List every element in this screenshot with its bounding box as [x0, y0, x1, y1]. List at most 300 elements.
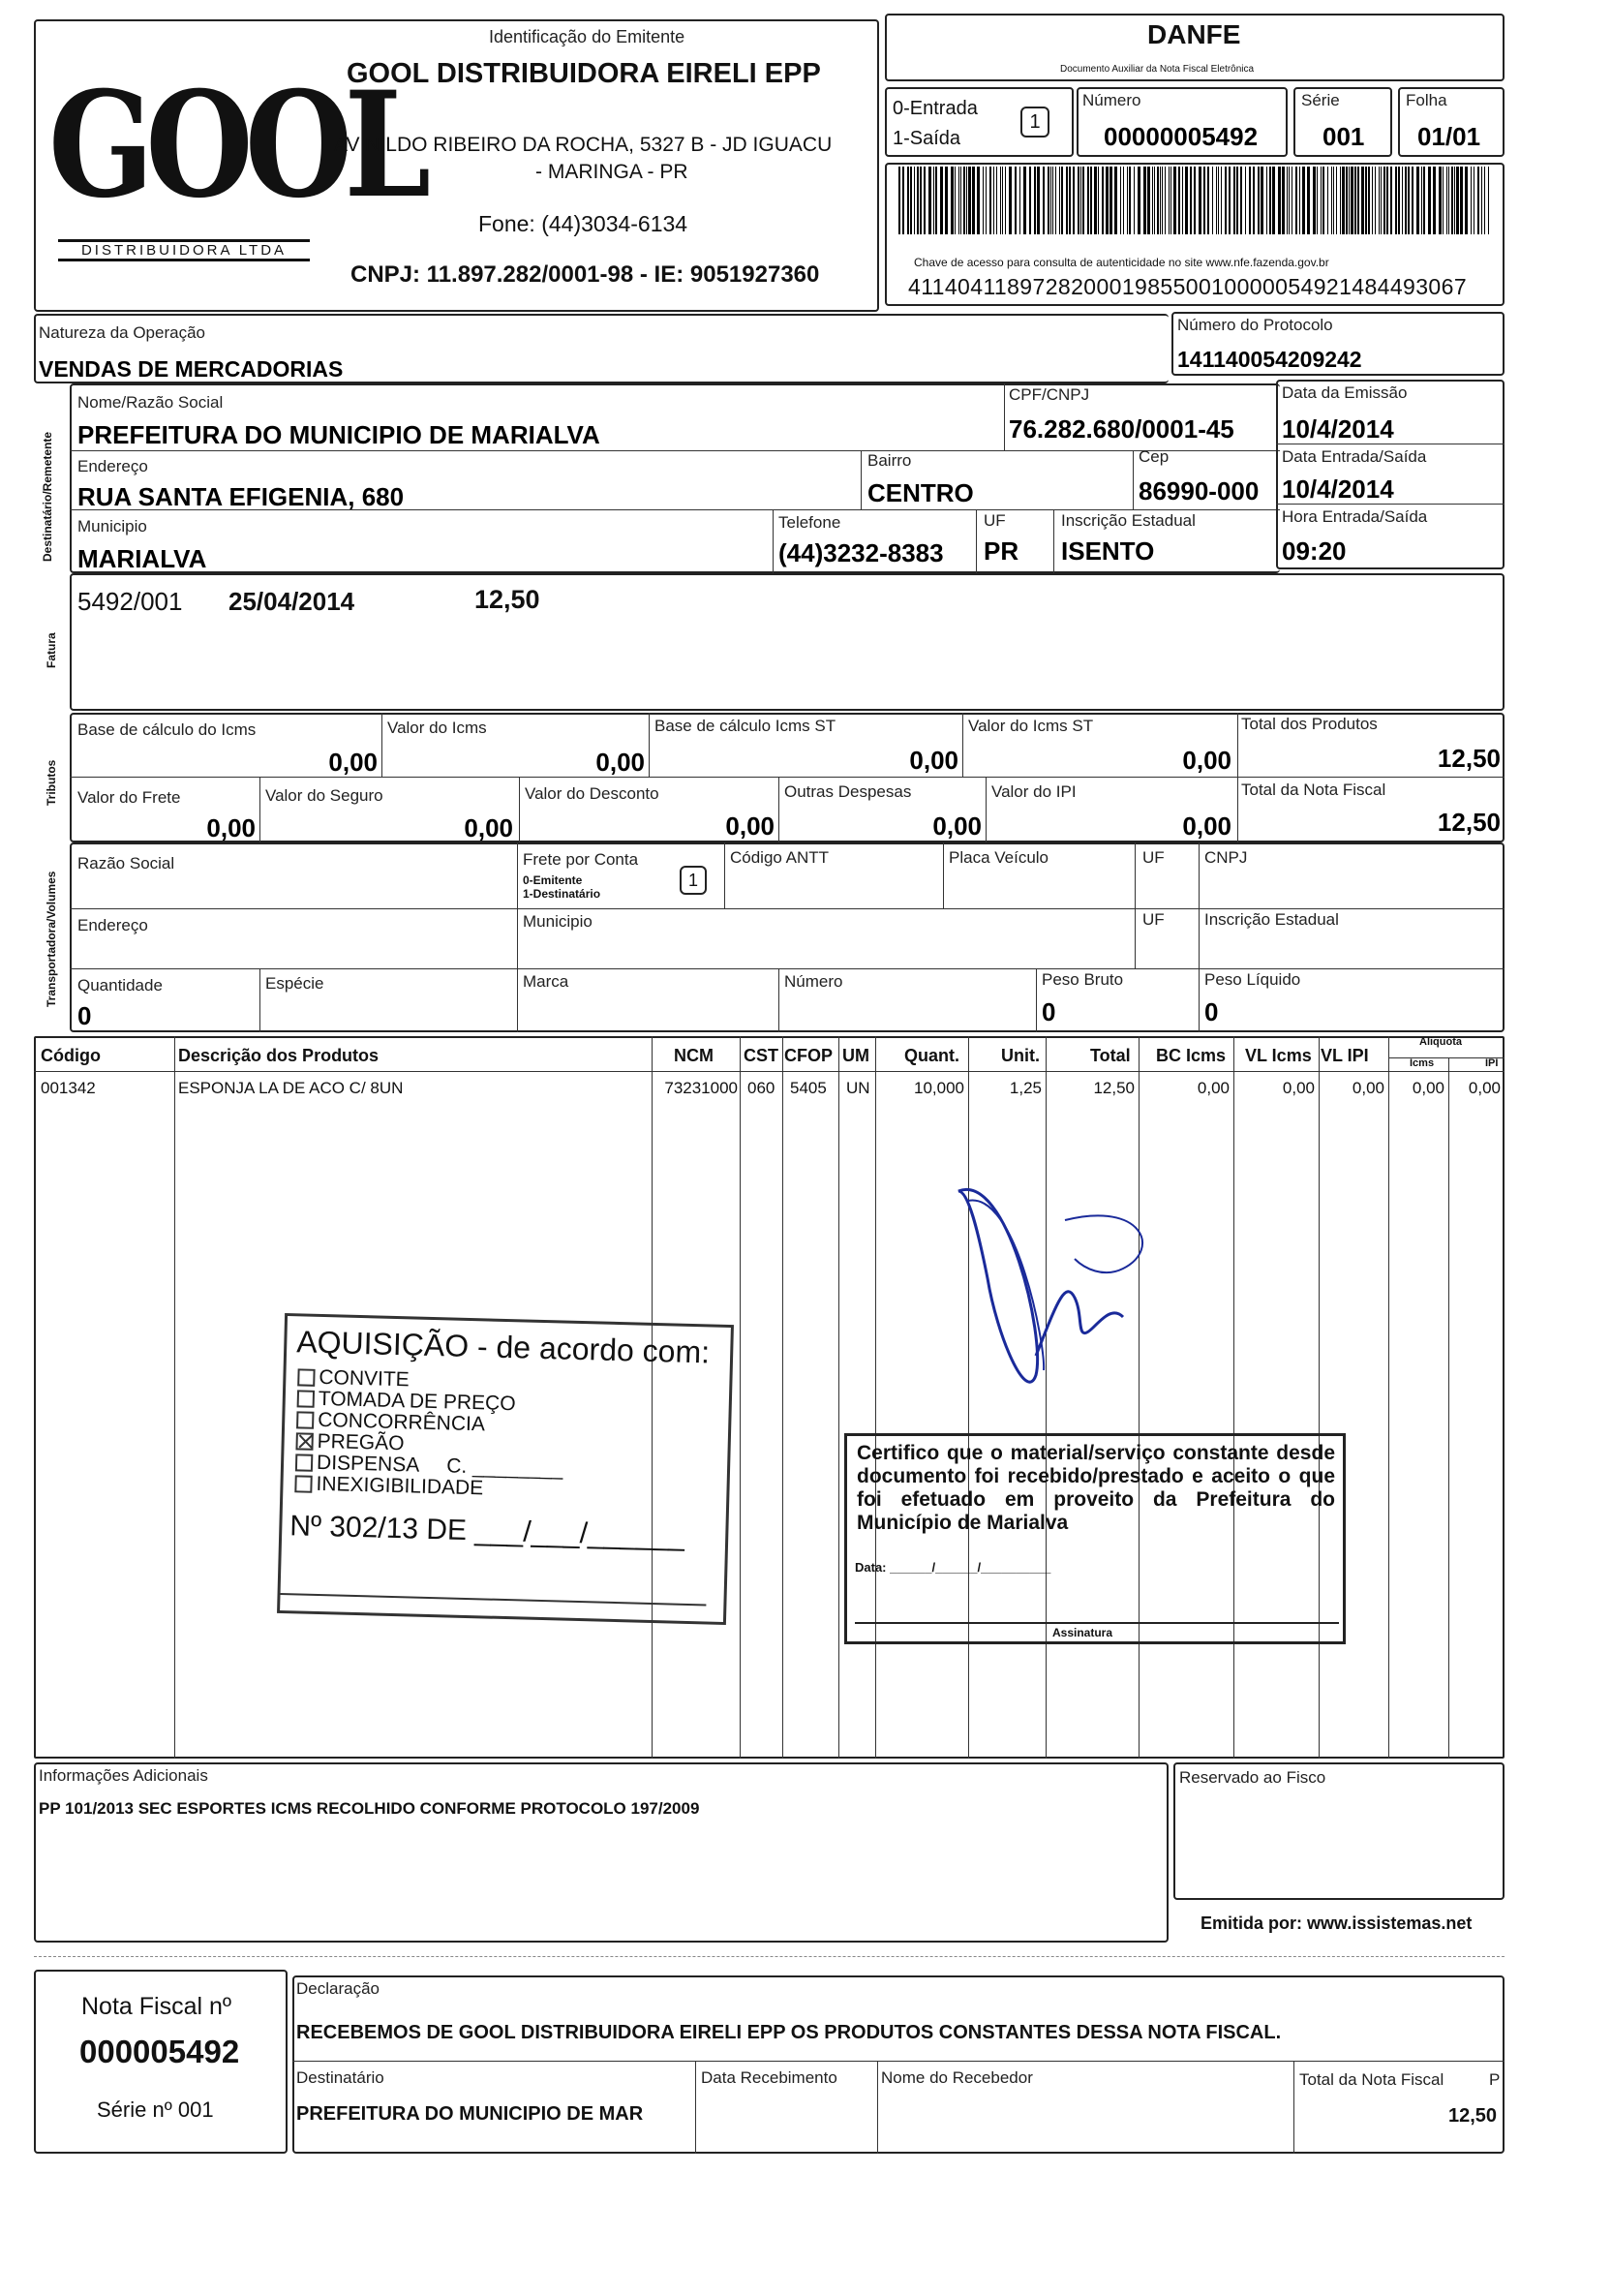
- barcode-bar: [1059, 167, 1060, 234]
- barcode-bar: [960, 167, 961, 234]
- barcode-bar: [1313, 167, 1316, 234]
- barcode-bar: [1157, 167, 1159, 234]
- barcode-bar: [1069, 167, 1071, 234]
- total-prod-label: Total dos Produtos: [1241, 715, 1378, 733]
- frete-value: 0,00: [206, 813, 256, 842]
- barcode-bar: [1152, 167, 1153, 234]
- cell-aliq-icms: 0,00: [1412, 1079, 1444, 1097]
- barcode-bar: [1078, 167, 1079, 234]
- v-icms-value: 0,00: [595, 748, 645, 777]
- dest-telefone-label: Telefone: [778, 513, 841, 532]
- barcode-bar: [1302, 167, 1305, 234]
- cell-descricao: ESPONJA LA DE ACO C/ 8UN: [178, 1079, 404, 1097]
- barcode-bar: [920, 167, 922, 234]
- transp-frete-label: Frete por Conta: [523, 850, 639, 869]
- barcode-bar: [1446, 167, 1447, 234]
- barcode-bar: [940, 167, 943, 234]
- barcode-bar: [1055, 167, 1056, 234]
- v-icms-label: Valor do Icms: [387, 719, 487, 737]
- barcode-bar: [951, 167, 954, 234]
- chave-value: 41140411897282000198550010000054921484493067: [908, 274, 1468, 299]
- dest-endereco-label: Endereço: [77, 457, 148, 475]
- transp-antt-label: Código ANTT: [730, 848, 830, 867]
- outras-label: Outras Despesas: [784, 782, 912, 801]
- barcode-bar: [1443, 167, 1444, 234]
- barcode-bar: [1240, 167, 1242, 234]
- barcode-bar: [1477, 167, 1479, 234]
- canhoto-decl-box: [292, 1975, 1505, 2154]
- tributos-side-label: Tributos: [45, 759, 58, 806]
- barcode-bar: [1451, 167, 1453, 234]
- protocolo-value: 141140054209242: [1177, 347, 1362, 372]
- barcode-bar: [1481, 167, 1482, 234]
- barcode-bar: [1327, 167, 1328, 234]
- barcode-bar: [958, 167, 959, 234]
- barcode-bar: [1349, 167, 1350, 234]
- barcode-bar: [1346, 167, 1348, 234]
- barcode-bar: [1375, 167, 1376, 234]
- barcode-bar: [1408, 167, 1410, 234]
- dest-nome-value: PREFEITURA DO MUNICIPIO DE MARIALVA: [77, 420, 600, 449]
- barcode-bar: [1282, 167, 1285, 234]
- canhoto-total-p: P: [1489, 2070, 1501, 2089]
- transp-municipio-label: Municipio: [523, 912, 593, 931]
- cell-vl-ipi: 0,00: [1352, 1079, 1384, 1097]
- barcode-bar: [1342, 167, 1345, 234]
- transp-peso-bruto-label: Peso Bruto: [1042, 970, 1124, 989]
- transp-frete-value: 1: [680, 866, 707, 895]
- transp-peso-bruto-value: 0: [1042, 997, 1056, 1026]
- cell-bc-icms: 0,00: [1197, 1079, 1230, 1097]
- barcode-bar: [1253, 167, 1255, 234]
- canhoto-nf-num: 000005492: [79, 2034, 240, 2069]
- cell-unit: 1,25: [1009, 1079, 1042, 1097]
- barcode-bar: [996, 167, 997, 234]
- dest-municipio-label: Municipio: [77, 517, 147, 536]
- numero-label: Número: [1082, 91, 1141, 109]
- barcode-bar: [1245, 167, 1246, 234]
- dest-hora-value: 09:20: [1282, 536, 1347, 566]
- barcode-bar: [1073, 167, 1075, 234]
- bc-icms-value: 0,00: [328, 748, 378, 777]
- barcode-bar: [1169, 167, 1170, 234]
- stamp-numero: Nº 302/13 DE ___/___/______: [289, 1510, 685, 1552]
- barcode-bar: [1127, 167, 1128, 234]
- desconto-value: 0,00: [725, 811, 775, 841]
- stamp-opt-tomada: TOMADA DE PREÇO: [297, 1388, 565, 1416]
- barcode-bar: [1368, 167, 1370, 234]
- folha-label: Folha: [1406, 91, 1447, 109]
- barcode-bar: [977, 167, 980, 234]
- barcode-bar: [1190, 167, 1192, 234]
- col-aliquota: Aliquota: [1419, 1036, 1462, 1048]
- barcode-bar: [1098, 167, 1099, 234]
- cell-codigo: 001342: [41, 1079, 96, 1097]
- barcode-bar: [1162, 167, 1163, 234]
- barcode-bar: [986, 167, 987, 234]
- canhoto-serie: Série nº 001: [97, 2097, 214, 2122]
- adicionais-box: [34, 1762, 1169, 1943]
- barcode-bar: [1173, 167, 1176, 234]
- serie-label: Série: [1301, 91, 1340, 109]
- stamp-opt-pregao: PREGÃO: [295, 1430, 563, 1458]
- fisco-label: Reservado ao Fisco: [1179, 1768, 1326, 1787]
- canhoto-nf-label: Nota Fiscal nº: [81, 1993, 232, 2020]
- barcode-bar: [1439, 167, 1442, 234]
- transporte-side-label: Transportadora/Volumes: [45, 871, 58, 1007]
- barcode-bar: [1289, 167, 1290, 234]
- emitente-caption: Identificação do Emitente: [489, 27, 685, 46]
- transp-ie-label: Inscrição Estadual: [1204, 910, 1339, 929]
- natureza-label: Natureza da Operação: [39, 323, 205, 342]
- barcode-bar: [1412, 167, 1413, 234]
- cell-ncm: 73231000: [664, 1079, 738, 1097]
- company-name: GOOL DISTRIBUIDORA EIRELI EPP: [347, 58, 821, 89]
- transp-placa-label: Placa Veículo: [949, 848, 1049, 867]
- bc-icms-label: Base de cálculo do Icms: [77, 720, 257, 739]
- adicionais-text: PP 101/2013 SEC ESPORTES ICMS RECOLHIDO CONFORME PROTOCOLO 197/2009: [39, 1799, 700, 1818]
- transp-frete-opt1: 1-Destinatário: [523, 887, 601, 901]
- barcode-bar: [1405, 167, 1407, 234]
- transp-endereco-label: Endereço: [77, 916, 148, 934]
- serie-value: 001: [1322, 122, 1365, 151]
- stamp-opt-concorrencia: CONCORRÊNCIA: [296, 1409, 564, 1437]
- tipo-value: 1: [1020, 107, 1049, 138]
- barcode-bar: [1129, 167, 1131, 234]
- dest-uf-label: UF: [984, 511, 1006, 530]
- handwritten-signature: [929, 1162, 1191, 1414]
- desconto-label: Valor do Desconto: [525, 784, 659, 803]
- barcode-bar: [1061, 167, 1063, 234]
- dest-hora-label: Hora Entrada/Saída: [1282, 507, 1428, 526]
- checked-box-icon: [295, 1433, 313, 1451]
- col-descricao: Descrição dos Produtos: [178, 1046, 380, 1065]
- barcode-bar: [1194, 167, 1196, 234]
- barcode-bar: [1109, 167, 1112, 234]
- transp-peso-liq-label: Peso Líquido: [1204, 970, 1301, 989]
- barcode-bar: [955, 167, 956, 234]
- barcode-bar: [907, 167, 909, 234]
- barcode-bar: [1416, 167, 1419, 234]
- barcode-bar: [1182, 167, 1183, 234]
- adicionais-label: Informações Adicionais: [39, 1766, 208, 1785]
- barcode-bar: [1317, 167, 1318, 234]
- company-address-2: - MARINGA - PR: [535, 161, 688, 183]
- transporte-box: [70, 842, 1505, 1032]
- barcode-bar: [1170, 167, 1171, 234]
- certificado-data: Data: ______/______/__________: [855, 1560, 1051, 1575]
- barcode-bar: [1185, 167, 1188, 234]
- dest-entrada-value: 10/4/2014: [1282, 475, 1394, 504]
- canhoto-total-label: Total da Nota Fiscal: [1299, 2070, 1444, 2089]
- stamp-opt-inexigibilidade: INEXIGIBILIDADE: [294, 1473, 562, 1501]
- transp-uf2-label: UF: [1142, 910, 1165, 929]
- transp-qtd-value: 0: [77, 1001, 92, 1030]
- logo-sub: DISTRIBUIDORA LTDA: [58, 239, 310, 261]
- dest-bairro-label: Bairro: [867, 451, 912, 470]
- barcode-bar: [1340, 167, 1341, 234]
- barcode-bar: [1080, 167, 1081, 234]
- canhoto-declaracao: RECEBEMOS DE GOOL DISTRIBUIDORA EIRELI EPP OS PRODUTOS CONSTANTES DESSA NOTA FISCAL.: [296, 2022, 1282, 2043]
- barcode-bar: [1398, 167, 1400, 234]
- protocolo-label: Número do Protocolo: [1177, 316, 1333, 334]
- col-total: Total: [1090, 1046, 1131, 1065]
- barcode-bar: [966, 167, 967, 234]
- dest-ie-value: ISENTO: [1061, 536, 1155, 566]
- certificado-box: [844, 1433, 1346, 1644]
- barcode-bar: [1094, 167, 1097, 234]
- barcode-bar: [983, 167, 984, 234]
- dest-entrada-label: Data Entrada/Saída: [1282, 447, 1427, 466]
- dest-endereco-value: RUA SANTA EFIGENIA, 680: [77, 482, 405, 511]
- barcode-bar: [1066, 167, 1068, 234]
- canhoto-nome-label: Nome do Recebedor: [881, 2068, 1033, 2087]
- transp-marca-label: Marca: [523, 972, 569, 991]
- cell-vl-icms: 0,00: [1282, 1079, 1315, 1097]
- barcode-bar: [1090, 167, 1092, 234]
- v-st-value: 0,00: [1182, 746, 1231, 775]
- barcode-bar: [1225, 167, 1227, 234]
- barcode-bar: [1372, 167, 1373, 234]
- barcode-bar: [1428, 167, 1431, 234]
- fatura-valor: 12,50: [474, 585, 540, 614]
- barcode-bar: [1299, 167, 1300, 234]
- ipi-value: 0,00: [1182, 811, 1231, 841]
- barcode-bar: [1199, 167, 1201, 234]
- total-nf-value: 12,50: [1437, 808, 1501, 837]
- barcode-bar: [1322, 167, 1324, 234]
- barcode-bar: [898, 167, 900, 234]
- dest-cpf-label: CPF/CNPJ: [1009, 385, 1090, 404]
- barcode-bar: [1009, 167, 1012, 234]
- barcode-bar: [1160, 167, 1161, 234]
- dest-cpf-value: 76.282.680/0001-45: [1009, 414, 1234, 444]
- company-phone: Fone: (44)3034-6134: [478, 211, 688, 236]
- cell-total: 12,50: [1093, 1079, 1135, 1097]
- barcode-bar: [1000, 167, 1001, 234]
- barcode-bar: [1357, 167, 1359, 234]
- transp-frete-opt0: 0-Emitente: [523, 873, 583, 887]
- fatura-numero: 5492/001: [77, 587, 183, 616]
- barcode-bar: [1421, 167, 1422, 234]
- barcode-bar: [1266, 167, 1267, 234]
- barcode-bar: [1134, 167, 1135, 234]
- barcode-bar: [1029, 167, 1031, 234]
- barcode-bar: [1361, 167, 1364, 234]
- danfe-title: DANFE: [1147, 19, 1241, 49]
- chave-caption: Chave de acesso para consulta de autenticidade no site www.nfe.fazenda.gov.br: [914, 256, 1329, 269]
- barcode-bar: [1333, 167, 1334, 234]
- canhoto-dest: PREFEITURA DO MUNICIPIO DE MAR: [296, 2103, 644, 2125]
- emitida-por: Emitida por: www.issistemas.net: [1201, 1913, 1473, 1933]
- dest-nome-label: Nome/Razão Social: [77, 393, 224, 412]
- barcode-bar: [1165, 167, 1166, 234]
- barcode-bar: [1154, 167, 1155, 234]
- barcode-bar: [1052, 167, 1053, 234]
- transp-peso-liq-value: 0: [1204, 997, 1219, 1026]
- barcode-bar: [1307, 167, 1310, 234]
- produtos-box: [34, 1036, 1505, 1759]
- stamp-opt-convite: CONVITE: [297, 1366, 565, 1394]
- barcode-bar: [1460, 167, 1463, 234]
- col-ncm: NCM: [674, 1046, 714, 1065]
- company-logo: [48, 58, 423, 271]
- barcode-bar: [1212, 167, 1213, 234]
- barcode-bar: [1381, 167, 1382, 234]
- barcode-bar: [1034, 167, 1036, 234]
- barcode-bar: [1395, 167, 1397, 234]
- certificado-text: Certifico que o material/serviço constante desde documento foi recebido/prestado e aceito o que foi efetuado em proveito da Prefeitura do Município de Marialva: [857, 1442, 1335, 1534]
- company-cnpj: CNPJ: 11.897.282/0001-98 - IE: 9051927360: [350, 261, 820, 288]
- fatura-side-label: Fatura: [45, 632, 58, 668]
- cell-aliq-ipi: 0,00: [1468, 1079, 1501, 1097]
- barcode-bar: [1087, 167, 1089, 234]
- col-vl-icms: VL Icms: [1245, 1046, 1312, 1065]
- seguro-value: 0,00: [464, 813, 513, 842]
- barcode-bar: [1216, 167, 1217, 234]
- dest-ie-label: Inscrição Estadual: [1061, 511, 1196, 530]
- barcode-bar: [1261, 167, 1263, 234]
- barcode-bar: [993, 167, 994, 234]
- numero-value: 00000005492: [1104, 122, 1259, 151]
- total-prod-value: 12,50: [1437, 744, 1501, 773]
- barcode-bar: [1321, 167, 1322, 234]
- barcode-bar: [1351, 167, 1353, 234]
- barcode-bar: [1423, 167, 1425, 234]
- bc-st-value: 0,00: [909, 746, 958, 775]
- barcode-bar: [902, 167, 904, 234]
- barcode-bar: [1203, 167, 1205, 234]
- barcode-bar: [1050, 167, 1051, 234]
- barcode-bar: [963, 167, 965, 234]
- barcode-bar: [1484, 167, 1485, 234]
- col-cst: CST: [744, 1046, 778, 1065]
- v-st-label: Valor do Icms ST: [968, 717, 1094, 735]
- barcode-bar: [1138, 167, 1140, 234]
- ipi-label: Valor do IPI: [991, 782, 1077, 801]
- dest-emissao-label: Data da Emissão: [1282, 383, 1408, 402]
- barcode-bar: [1207, 167, 1209, 234]
- certificado-assinatura: Assinatura: [1052, 1626, 1113, 1639]
- barcode-bar: [1178, 167, 1180, 234]
- barcode-bar: [1295, 167, 1297, 234]
- barcode-bar: [1448, 167, 1449, 234]
- barcode-bar: [1037, 167, 1040, 234]
- barcode-bar: [1278, 167, 1281, 234]
- barcode-bar: [1120, 167, 1121, 234]
- barcode-bar: [1236, 167, 1238, 234]
- barcode-bar: [1123, 167, 1124, 234]
- frete-label: Valor do Frete: [77, 788, 181, 807]
- col-aliq-icms: Icms: [1410, 1057, 1435, 1069]
- barcode-bar: [1106, 167, 1109, 234]
- stamp-options: [294, 1366, 565, 1501]
- barcode-bar: [910, 167, 912, 234]
- col-quant: Quant.: [904, 1046, 959, 1065]
- barcode-bar: [917, 167, 919, 234]
- barcode-bar: [1023, 167, 1026, 234]
- barcode-bar: [1269, 167, 1271, 234]
- barcode-bar: [1015, 167, 1017, 234]
- barcode-bar: [1386, 167, 1388, 234]
- dest-municipio-value: MARIALVA: [77, 544, 207, 573]
- aquisicao-stamp: [277, 1313, 734, 1625]
- barcode-bar: [1082, 167, 1084, 234]
- barcode-bar: [968, 167, 971, 234]
- barcode-bar: [1331, 167, 1332, 234]
- natureza-value: VENDAS DE MERCADORIAS: [39, 356, 344, 382]
- barcode-bar: [1402, 167, 1403, 234]
- fatura-vencimento: 25/04/2014: [228, 587, 355, 616]
- barcode-bar: [1272, 167, 1275, 234]
- barcode-bar: [1471, 167, 1472, 234]
- barcode-bar: [1147, 167, 1150, 234]
- barcode-bar: [1258, 167, 1260, 234]
- canhoto-data-label: Data Recebimento: [701, 2068, 837, 2087]
- barcode-bar: [989, 167, 991, 234]
- barcode-bar: [1143, 167, 1146, 234]
- barcode-bar: [1249, 167, 1251, 234]
- barcode-bar: [1114, 167, 1117, 234]
- barcode-bar: [1019, 167, 1020, 234]
- bc-st-label: Base de cálculo Icms ST: [654, 717, 836, 735]
- cell-um: UN: [846, 1079, 870, 1097]
- barcode-bar: [924, 167, 926, 234]
- barcode-bar: [1221, 167, 1222, 234]
- barcode-bar: [1002, 167, 1003, 234]
- cell-cst: 060: [747, 1079, 775, 1097]
- barcode-bar: [1456, 167, 1459, 234]
- dest-bairro-value: CENTRO: [867, 478, 974, 507]
- barcode-bar: [933, 167, 934, 234]
- barcode-bar: [1390, 167, 1392, 234]
- col-unit: Unit.: [1001, 1046, 1040, 1065]
- dest-telefone-value: (44)3232-8383: [778, 538, 944, 567]
- barcode-bar: [1354, 167, 1356, 234]
- barcode-bar: [945, 167, 948, 234]
- barcode-bar: [972, 167, 975, 234]
- cell-cfop: 5405: [790, 1079, 827, 1097]
- barcode: [898, 167, 1493, 234]
- seguro-label: Valor do Seguro: [265, 786, 383, 805]
- company-address: AV NILDO RIBEIRO DA ROCHA, 5327 B - JD IGUACU: [334, 134, 833, 156]
- barcode-bar: [928, 167, 931, 234]
- barcode-bar: [1454, 167, 1455, 234]
- saida-label: 1-Saída: [893, 128, 961, 149]
- outras-value: 0,00: [932, 811, 982, 841]
- cell-quant: 10,000: [914, 1079, 964, 1097]
- barcode-bar: [1048, 167, 1049, 234]
- col-um: UM: [842, 1046, 869, 1065]
- barcode-bar: [935, 167, 937, 234]
- barcode-bar: [1005, 167, 1006, 234]
- dest-cep-value: 86990-000: [1139, 476, 1260, 505]
- col-cfop: CFOP: [784, 1046, 834, 1065]
- destinatario-side-label: Destinatário/Remetente: [41, 431, 54, 562]
- col-codigo: Código: [41, 1046, 101, 1065]
- col-vl-ipi: VL IPI: [1321, 1046, 1369, 1065]
- barcode-bar: [1465, 167, 1468, 234]
- barcode-bar: [1233, 167, 1235, 234]
- dest-emissao-value: 10/4/2014: [1282, 414, 1394, 444]
- entrada-label: 0-Entrada: [893, 98, 978, 119]
- folha-value: 01/01: [1417, 122, 1481, 151]
- canhoto-decl-label: Declaração: [296, 1979, 380, 1998]
- danfe-subtitle: Documento Auxiliar da Nota Fiscal Eletrônica: [1060, 64, 1255, 75]
- barcode-bar: [914, 167, 915, 234]
- canhoto-total: 12,50: [1448, 2105, 1498, 2127]
- transp-cnpj-label: CNPJ: [1204, 848, 1248, 867]
